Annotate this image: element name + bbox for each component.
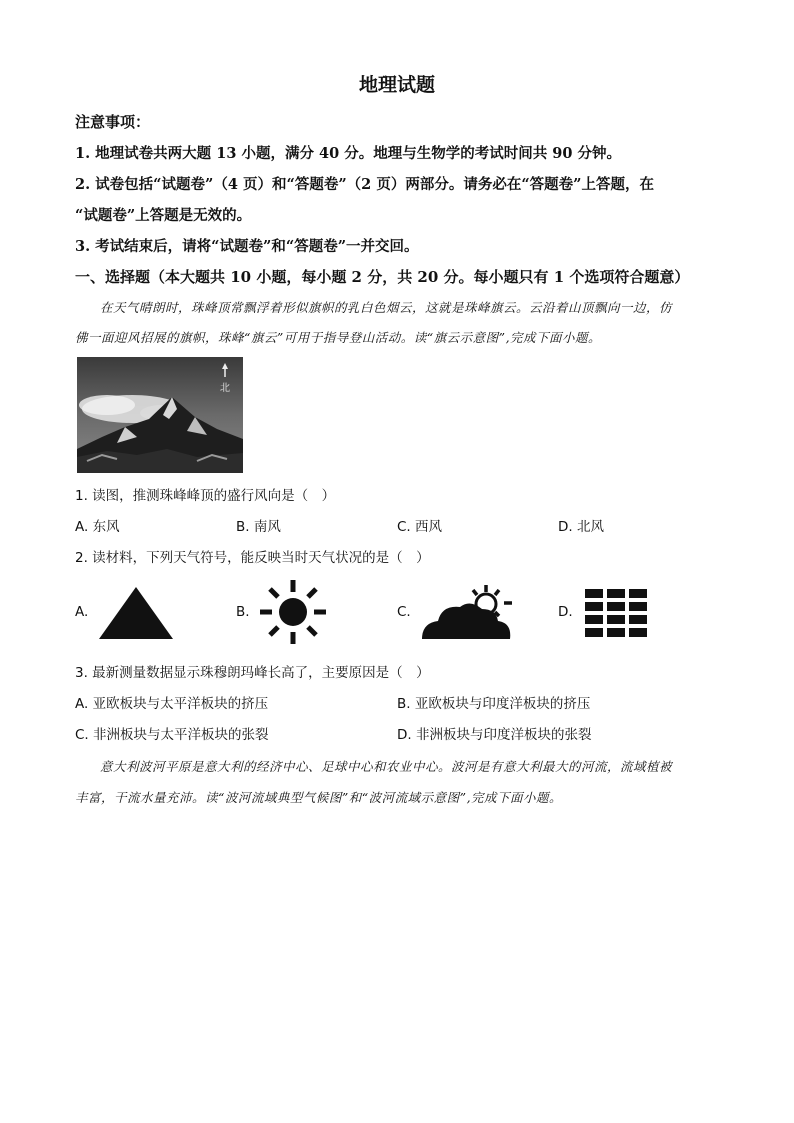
option-d[interactable]: D. 北风	[558, 519, 604, 535]
north-label: 北	[220, 383, 230, 394]
notice-item: 3. 考试结束后，请将“试题卷”和“答题卷”一并交回。	[75, 238, 419, 255]
section-heading: 一、选择题（本大题共 10 小题，每小题 2 分，共 20 分。每小题只有 1 个选项符合题意）	[75, 268, 690, 286]
partly-cloudy-symbol-icon	[420, 583, 514, 641]
passage-line: 佛一面迎风招展的旗帜，珠峰“旗云”可用于指导登山活动。读“旗云示意图”,完成下面小题。	[75, 330, 602, 345]
notice-heading: 注意事项：	[75, 113, 151, 131]
option-a[interactable]: A.	[75, 604, 89, 620]
option-c[interactable]: C.	[397, 604, 411, 620]
option-b[interactable]: B. 亚欧板块与印度洋板块的挤压	[397, 696, 591, 712]
notice-item: 1. 地理试卷共两大题 13 小题，满分 40 分。地理与生物学的考试时间共 90 分钟。	[75, 145, 622, 162]
option-d[interactable]: D. 非洲板块与印度洋板块的张裂	[397, 727, 592, 743]
passage-line: 意大利波河平原是意大利的经济中心、足球中心和农业中心。波河是有意大利最大的河流，流域植被	[100, 759, 673, 774]
passage-line: 在天气晴朗时，珠峰顶常飘浮着形似旗帜的乳白色烟云，这就是珠峰旗云。云沿着山顶飘向一边，仿	[100, 300, 673, 315]
option-c[interactable]: C. 非洲板块与太平洋板块的张裂	[75, 727, 269, 743]
question-stem: 1. 读图，推测珠峰峰顶的盛行风向是（ ）	[75, 488, 336, 504]
notice-item: “试题卷”上答题是无效的。	[75, 207, 252, 224]
option-b[interactable]: B.	[236, 604, 250, 620]
option-a[interactable]: A. 亚欧板块与太平洋板块的挤压	[75, 696, 269, 712]
triangle-symbol-icon	[97, 585, 175, 641]
passage-line: 丰富，干流水量充沛。读“波河流域典型气候图”和“波河流域示意图”,完成下面小题。	[75, 790, 563, 805]
dust-symbol-icon	[583, 588, 651, 638]
question-stem: 2. 读材料，下列天气符号，能反映当时天气状况的是（ ）	[75, 550, 430, 566]
option-d[interactable]: D.	[558, 604, 573, 620]
option-b[interactable]: B. 南风	[236, 519, 281, 535]
banner-cloud-photo	[77, 357, 243, 473]
notice-item: 2. 试卷包括“试题卷”（4 页）和“答题卷”（2 页）两部分。请务必在“答题卷”上答题，在	[75, 176, 654, 193]
option-c[interactable]: C. 西风	[397, 519, 443, 535]
question-stem: 3. 最新测量数据显示珠穆朗玛峰长高了，主要原因是（ ）	[75, 665, 430, 681]
option-a[interactable]: A. 东风	[75, 519, 120, 535]
sunny-symbol-icon	[258, 578, 328, 646]
page-title: 地理试题	[358, 74, 435, 96]
